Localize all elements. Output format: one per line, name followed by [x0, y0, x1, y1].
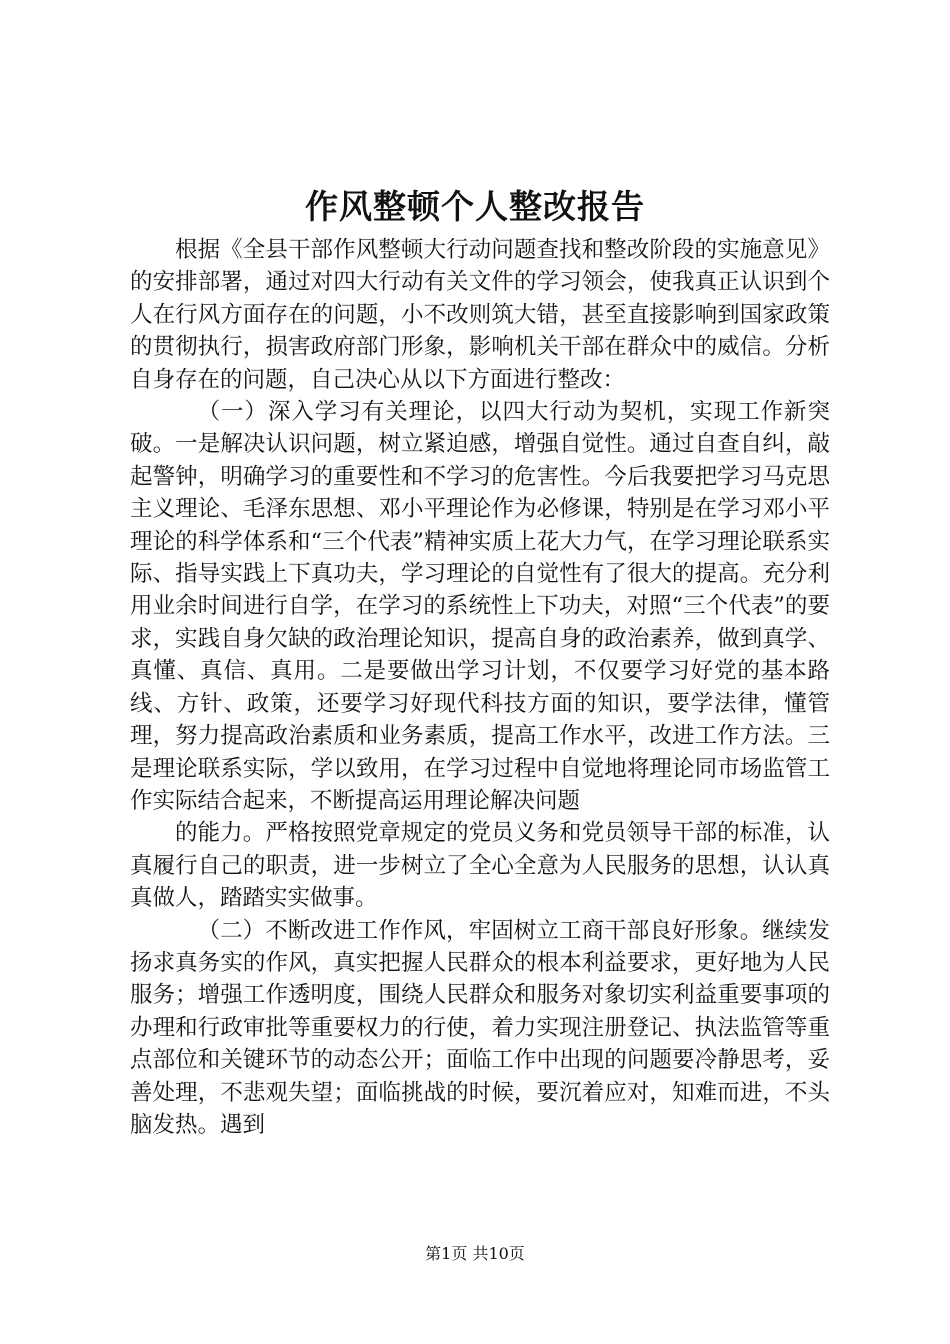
page-footer: 第1页 共10页 — [425, 1244, 525, 1263]
paragraph-section-one: （一）深入学习有关理论，以四大行动为契机，实现工作新突破。一是解决认识问题，树立紧迫感，增强自觉性。通过自查自纠，敲起警钟，明确学习的重要性和不学习的危害性。今后我要把学习马克思主义理论、毛泽东思想、邓小平理论作为必修课，特别是在学习邓小平理论的科学体系和“三个代表”精神实质上花大力气，在学习理论联系实际、指导实践上下真功夫，学习理论的自觉性有了很大的提高。充分利用业余时间进行自学，在学习的系统性上下功夫，对照“三个代表”的要求，实践自身欠缺的政治理论知识，提高自身的政治素养，做到真学、真懂、真信、真用。二是要做出学习计划，不仅要学习好党的基本路线、方针、政策，还要学习好现代科技方面的知识，要学法律，懂管理，努力提高政治素质和业务素质，提高工作水平，改进工作方法。三是理论联系实际，学以致用，在学习过程中自觉地将理论同市场监管工作实际结合起来，不断提高运用理论解决问题 — [130, 399, 830, 814]
paragraph-intro: 根据《全县干部作风整顿大行动问题查找和整改阶段的实施意见》的安排部署，通过对四大行动有关文件的学习领会，使我真正认识到个人在行风方面存在的问题，小不改则筑大错，甚至直接影响到国家政策的贯彻执行，损害政府部门形象，影响机关干部在群众中的威信。分析自身存在的问题，自己决心从以下方面进行整改： — [130, 237, 830, 393]
paragraph-section-one-continued: 的能力。严格按照党章规定的党员义务和党员领导干部的标准，认真履行自己的职责，进一步树立了全心全意为人民服务的思想，认认真真做人，踏踏实实做事。 — [130, 820, 830, 912]
paragraph-section-two: （二）不断改进工作作风，牢固树立工商干部良好形象。继续发扬求真务实的作风，真实把握人民群众的根本利益要求，更好地为人民服务；增强工作透明度，围绕人民群众和服务对象切实利益重要事项的办理和行政审批等重要权力的行使，着力实现注册登记、执法监管等重点部位和关键环节的动态公开；面临工作中出现的问题要冷静思考，妥善处理，不悲观失望；面临挑战的时候，要沉着应对，知难而进，不头脑发热。遇到 — [130, 917, 830, 1138]
document-body — [130, 234, 830, 1141]
document-title: 作风整顿个人整改报告 — [305, 187, 645, 226]
